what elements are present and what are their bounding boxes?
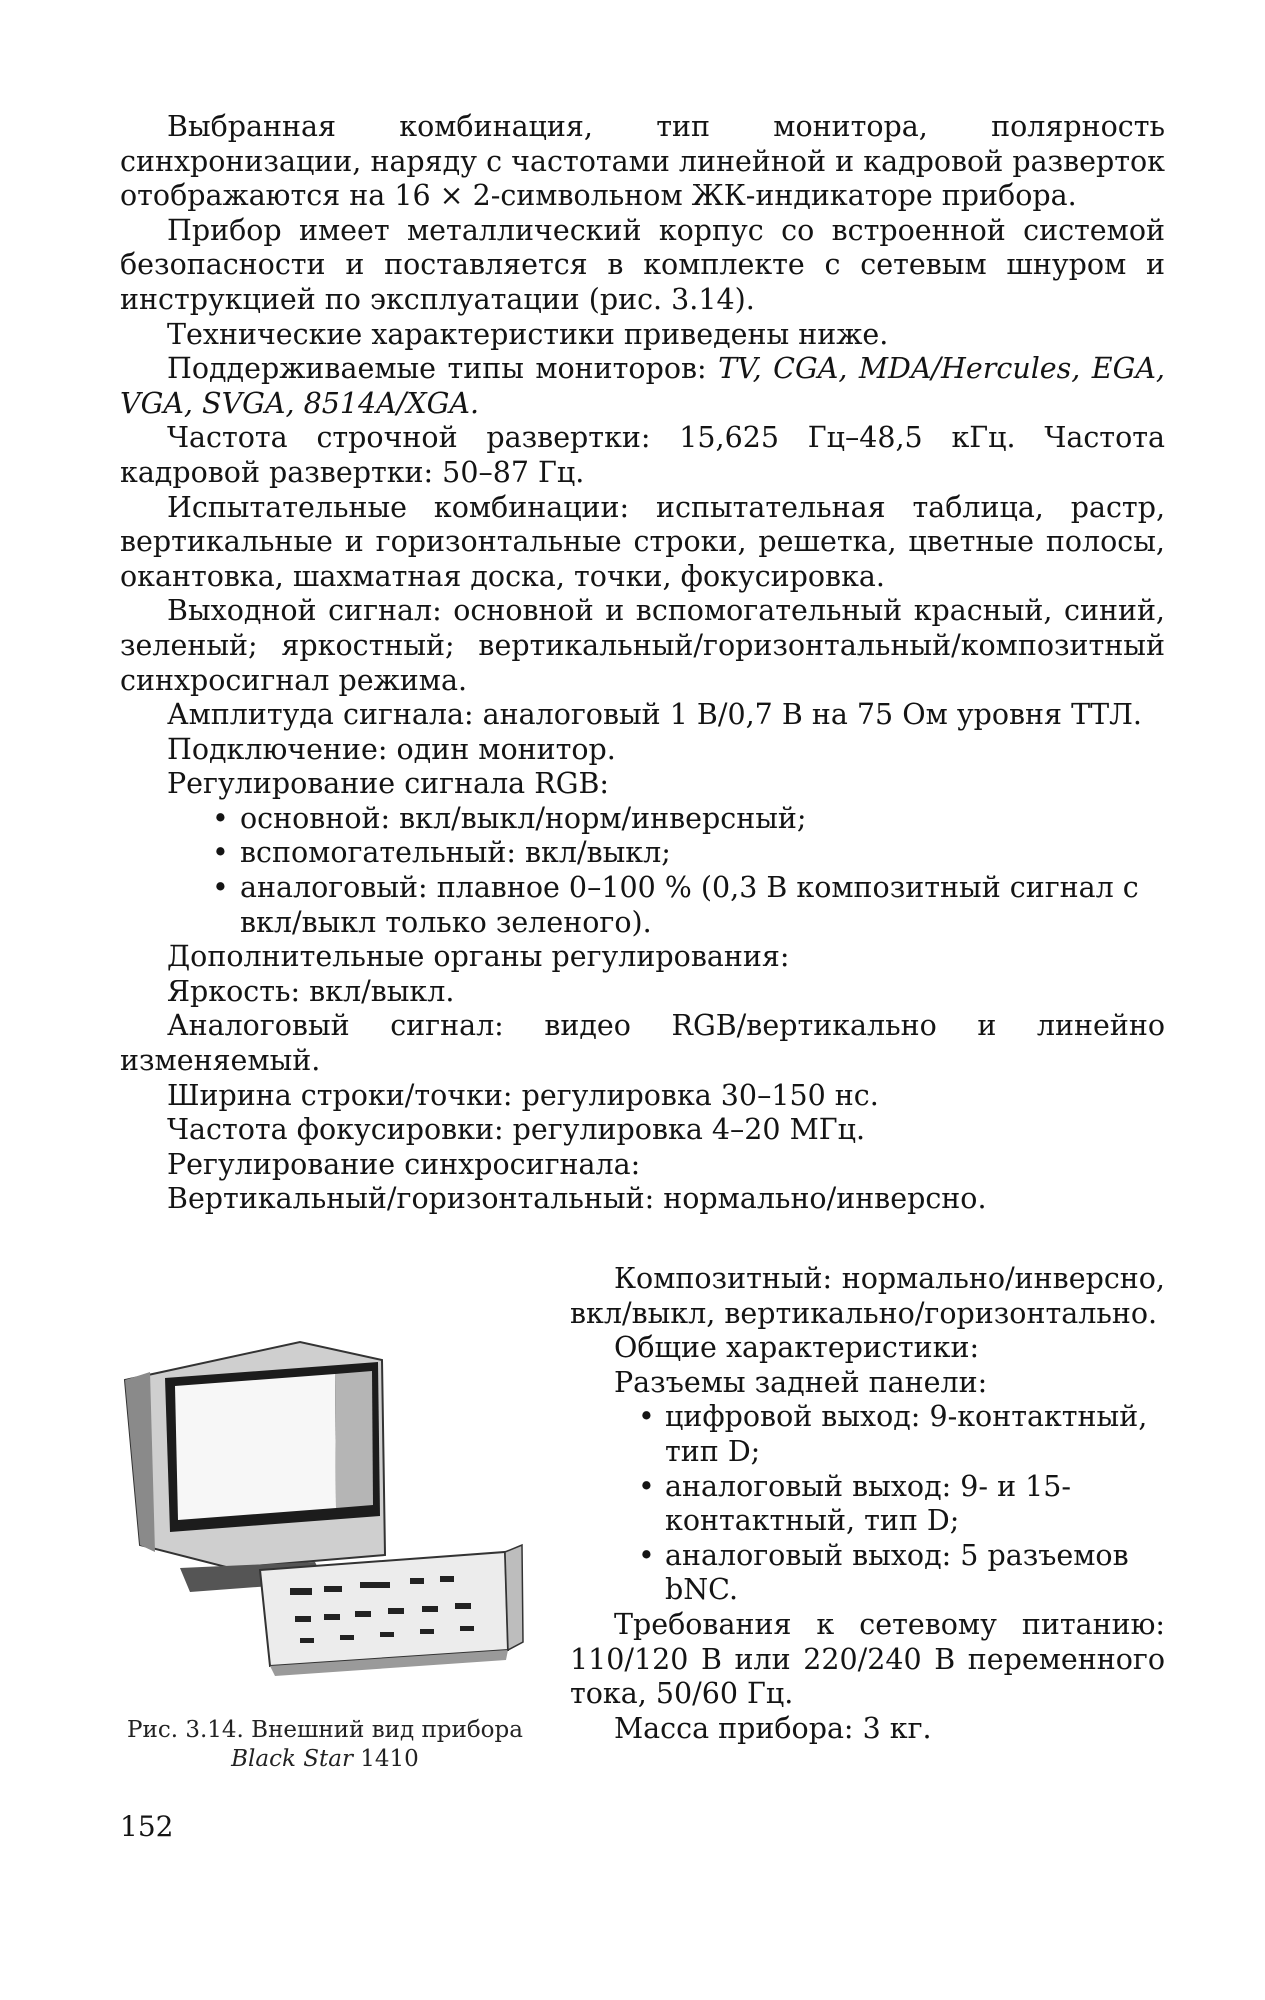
monitor-side	[125, 1372, 155, 1552]
spec-line: Испытательные комбинации: испытательная таблица, растр, вертикальные и горизонтальные строки, решетка, цветные полосы, окантовка, шахматная доска, точки, фокусировка.	[120, 490, 1165, 593]
spec-line: Частота фокусировки: регулировка 4–20 МГц.	[167, 1113, 866, 1147]
list-item: • цифровой выход: 9-контактный, тип D;	[638, 1400, 1148, 1468]
spec-line: Регулирование синхросигнала:	[167, 1147, 641, 1181]
main-text	[120, 110, 1165, 1217]
generator-side	[505, 1545, 523, 1650]
bullet-icon: •	[212, 836, 229, 870]
bullet-icon: •	[212, 801, 229, 835]
monitor-types-label: Поддерживаемые типы мониторов:	[167, 352, 719, 386]
list-item: • основной: вкл/выкл/норм/инверсный;	[212, 801, 807, 835]
caption-line-2	[115, 1745, 535, 1774]
figure-caption	[115, 1716, 535, 1774]
page-number: 152	[120, 1810, 174, 1843]
caption-model-name: Black Star	[231, 1746, 353, 1772]
list-item: • вспомогательный: вкл/выкл;	[212, 836, 671, 870]
paragraph: Выбранная комбинация, тип монитора, полярность синхронизации, наряду с частотами линейной и кадровой разверток отображаются на 16 × 2-символьном ЖК-индикаторе прибора.	[120, 110, 1165, 213]
bullet-icon: •	[638, 1400, 655, 1434]
list-item: • аналоговый выход: 5 разъемов bNC.	[638, 1538, 1129, 1607]
device-figure-image	[110, 1320, 530, 1700]
spec-line: Дополнительные органы регулирования:	[167, 940, 790, 974]
monitor-types	[120, 352, 1165, 421]
screen-bars	[335, 1371, 373, 1508]
composite-line: Композитный: нормально/инверсно, вкл/выкл, вертикально/горизонтально.	[570, 1262, 1165, 1330]
bullet-icon: •	[212, 871, 229, 905]
power-line: Требования к сетевому питанию: 110/120 В или 220/240 В переменного тока, 50/60 Гц.	[570, 1607, 1165, 1711]
spec-line: Ширина строки/точки: регулировка 30–150 нс.	[167, 1078, 879, 1112]
mass-line: Масса прибора: 3 кг.	[614, 1711, 932, 1745]
spec-line: Яркость: вкл/выкл.	[167, 974, 455, 1008]
spec-line: Регулирование сигнала RGB:	[167, 767, 610, 801]
bullet-icon: •	[638, 1538, 655, 1572]
bullet-icon: •	[638, 1469, 655, 1503]
monitor-screen	[175, 1374, 336, 1520]
spec-line: Вертикальный/горизонтальный: нормально/инверсно.	[167, 1182, 987, 1216]
general-heading: Общие характеристики:	[614, 1331, 980, 1365]
right-column	[570, 1262, 1165, 1746]
spec-line: Частота строчной развертки: 15,625 Гц–48,5 кГц. Частота кадровой развертки: 50–87 Гц.	[120, 421, 1165, 489]
caption-model-number: 1410	[352, 1746, 419, 1772]
spec-line: Подключение: один монитор.	[167, 732, 616, 766]
spec-line: Выходной сигнал: основной и вспомогательный красный, синий, зеленый; яркостный; вертикальный/горизонтальный/композитный синхросигнал режима.	[120, 594, 1165, 697]
connectors-heading: Разъемы задней панели:	[614, 1365, 988, 1399]
connectors-list	[570, 1400, 1165, 1608]
caption-line: Рис. 3.14. Внешний вид прибора	[127, 1717, 523, 1743]
paragraph: Технические характеристики приведены ниже.	[167, 317, 889, 351]
list-item: • аналоговый: плавное 0–100 % (0,3 В композитный сигнал с вкл/выкл только зеленого).	[212, 871, 1139, 939]
spec-line: Амплитуда сигнала: аналоговый 1 В/0,7 В на 75 Ом уровня ТТЛ.	[167, 698, 1142, 732]
list-item: • аналоговый выход: 9- и 15-контактный, тип D;	[638, 1469, 1072, 1538]
paragraph: Прибор имеет металлический корпус со встроенной системой безопасности и поставляется в комплекте с сетевым шнуром и инструкцией по эксплуатации (рис. 3.14).	[120, 213, 1165, 316]
monitor-types-list: TV, CGA, MDA/Hercules, EGA, VGA, SVGA, 8514A/XGA.	[120, 352, 1165, 420]
rgb-list	[120, 802, 1165, 940]
spec-line: Аналоговый сигнал: видео RGB/вертикально и линейно изменяемый.	[120, 1009, 1165, 1078]
